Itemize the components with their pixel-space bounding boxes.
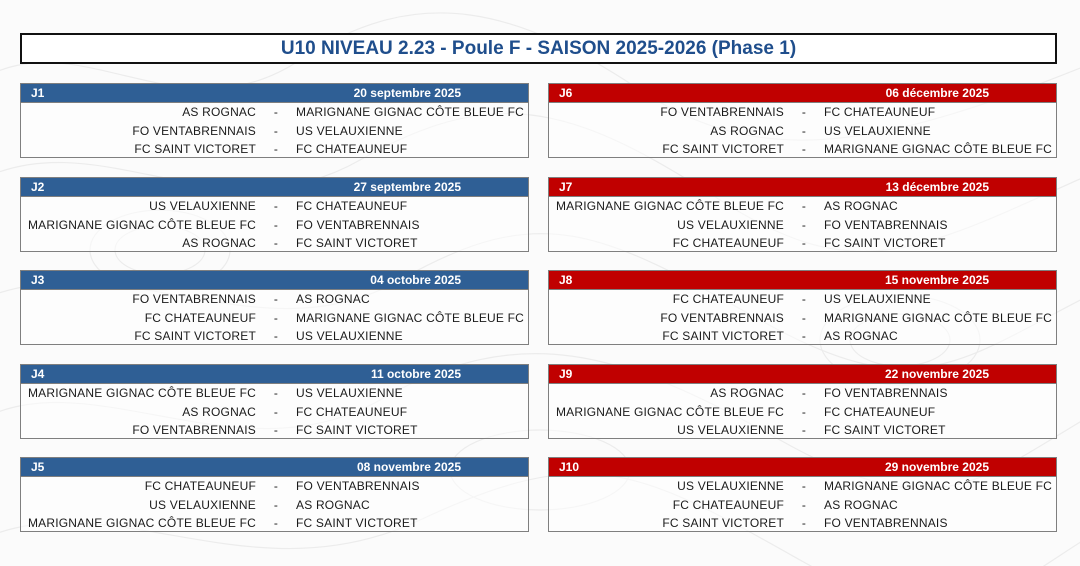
away-team: AS ROGNAC — [824, 497, 898, 512]
match-row — [549, 122, 1056, 141]
matchday-label: J7 — [559, 180, 573, 194]
matchday-block-j5 — [20, 457, 529, 532]
home-team: AS ROGNAC — [710, 123, 784, 138]
matchday-header — [21, 271, 528, 290]
away-team: MARIGNANE GIGNAC CÔTE BLEUE FC — [296, 310, 525, 325]
match-row — [21, 514, 528, 533]
matchday-label: J3 — [31, 273, 45, 287]
home-team: US VELAUXIENNE — [677, 423, 784, 438]
match-row — [549, 197, 1056, 216]
match-row — [21, 403, 528, 422]
match-separator: - — [801, 404, 807, 419]
match-separator: - — [801, 329, 807, 344]
home-team: FO VENTABRENNAIS — [132, 423, 256, 438]
matchday-date: 29 novembre 2025 — [884, 460, 989, 474]
matchday-header — [549, 271, 1056, 290]
match-separator: - — [801, 386, 807, 401]
match-row — [549, 327, 1056, 346]
away-team: MARIGNANE GIGNAC CÔTE BLEUE FC — [824, 310, 1053, 325]
home-team: FC CHATEAUNEUF — [672, 236, 784, 251]
match-row — [21, 216, 528, 235]
match-separator: - — [801, 105, 807, 120]
match-separator: - — [273, 217, 279, 232]
match-row — [549, 403, 1056, 422]
home-team: MARIGNANE GIGNAC CÔTE BLEUE FC — [555, 404, 784, 419]
match-separator: - — [273, 516, 279, 531]
match-row — [21, 327, 528, 346]
matchday-label: J4 — [31, 367, 45, 381]
match-separator: - — [801, 123, 807, 138]
matchday-header — [21, 365, 528, 384]
match-separator: - — [273, 105, 279, 120]
away-team: MARIGNANE GIGNAC CÔTE BLEUE FC — [824, 142, 1053, 157]
away-team: FC CHATEAUNEUF — [296, 404, 408, 419]
home-team: US VELAUXIENNE — [677, 217, 784, 232]
matchday-date: 20 septembre 2025 — [353, 86, 461, 100]
away-team: US VELAUXIENNE — [824, 123, 931, 138]
home-team: FO VENTABRENNAIS — [660, 105, 784, 120]
page-title-box — [20, 33, 1057, 64]
matchday-header — [549, 365, 1056, 384]
matchday-label: J1 — [31, 86, 45, 100]
match-row — [549, 234, 1056, 253]
match-separator: - — [273, 386, 279, 401]
home-team: FO VENTABRENNAIS — [132, 292, 256, 307]
match-row — [549, 496, 1056, 515]
away-team: AS ROGNAC — [824, 199, 898, 214]
match-row — [21, 122, 528, 141]
match-separator: - — [273, 479, 279, 494]
home-team: FO VENTABRENNAIS — [132, 123, 256, 138]
away-team: US VELAUXIENNE — [296, 329, 403, 344]
matchday-date: 22 novembre 2025 — [884, 367, 989, 381]
match-row — [21, 384, 528, 403]
match-separator: - — [801, 310, 807, 325]
match-separator: - — [273, 123, 279, 138]
matchday-block-j8 — [548, 270, 1057, 345]
matchday-label: J2 — [31, 180, 45, 194]
home-team: FC CHATEAUNEUF — [144, 310, 256, 325]
away-team: FO VENTABRENNAIS — [296, 479, 420, 494]
matchday-label: J9 — [559, 367, 573, 381]
match-row — [21, 421, 528, 440]
away-team: FO VENTABRENNAIS — [296, 217, 420, 232]
away-team: US VELAUXIENNE — [296, 386, 403, 401]
home-team: FC CHATEAUNEUF — [672, 292, 784, 307]
match-row — [21, 197, 528, 216]
match-separator: - — [273, 423, 279, 438]
match-row — [549, 309, 1056, 328]
match-row — [549, 103, 1056, 122]
matchday-header — [549, 178, 1056, 197]
match-separator: - — [801, 199, 807, 214]
matchday-block-j7 — [548, 177, 1057, 252]
matchday-header — [549, 458, 1056, 477]
match-row — [549, 290, 1056, 309]
away-team: MARIGNANE GIGNAC CÔTE BLEUE FC — [296, 105, 525, 120]
home-team: FC SAINT VICTORET — [134, 329, 256, 344]
match-separator: - — [801, 497, 807, 512]
away-team: FC SAINT VICTORET — [824, 236, 946, 251]
home-team: FC SAINT VICTORET — [662, 142, 784, 157]
home-team: MARIGNANE GIGNAC CÔTE BLEUE FC — [27, 217, 256, 232]
match-separator: - — [801, 292, 807, 307]
match-separator: - — [273, 497, 279, 512]
matchday-header — [21, 178, 528, 197]
matchday-block-j4 — [20, 364, 529, 439]
away-team: AS ROGNAC — [296, 292, 370, 307]
away-team: FC SAINT VICTORET — [824, 423, 946, 438]
matchday-block-j9 — [548, 364, 1057, 439]
away-team: FC CHATEAUNEUF — [824, 404, 936, 419]
away-team: US VELAUXIENNE — [824, 292, 931, 307]
match-separator: - — [273, 310, 279, 325]
match-separator: - — [801, 479, 807, 494]
match-row — [21, 290, 528, 309]
matchday-label: J6 — [559, 86, 573, 100]
match-row — [21, 477, 528, 496]
away-team: FC CHATEAUNEUF — [824, 105, 936, 120]
home-team: FO VENTABRENNAIS — [660, 310, 784, 325]
matchday-header — [21, 84, 528, 103]
home-team: FC SAINT VICTORET — [662, 329, 784, 344]
away-team: AS ROGNAC — [824, 329, 898, 344]
away-team: FO VENTABRENNAIS — [824, 386, 948, 401]
home-team: AS ROGNAC — [710, 386, 784, 401]
match-separator: - — [273, 142, 279, 157]
match-separator: - — [801, 516, 807, 531]
matchday-date: 11 octobre 2025 — [370, 367, 461, 381]
away-team: US VELAUXIENNE — [296, 123, 403, 138]
home-team: FC CHATEAUNEUF — [144, 479, 256, 494]
home-team: AS ROGNAC — [182, 105, 256, 120]
away-team: FC CHATEAUNEUF — [296, 142, 408, 157]
away-team: FC SAINT VICTORET — [296, 423, 418, 438]
away-team: MARIGNANE GIGNAC CÔTE BLEUE FC — [824, 479, 1053, 494]
matchday-date: 27 septembre 2025 — [353, 180, 461, 194]
matchday-block-j2 — [20, 177, 529, 252]
home-team: US VELAUXIENNE — [149, 497, 256, 512]
matchday-label: J10 — [559, 460, 580, 474]
matchday-header — [21, 458, 528, 477]
match-row — [549, 140, 1056, 159]
matchday-date: 04 octobre 2025 — [370, 273, 461, 287]
home-team: FC CHATEAUNEUF — [672, 497, 784, 512]
home-team: US VELAUXIENNE — [149, 199, 256, 214]
matchday-label: J8 — [559, 273, 573, 287]
home-team: AS ROGNAC — [182, 404, 256, 419]
home-team: MARIGNANE GIGNAC CÔTE BLEUE FC — [27, 516, 256, 531]
matchday-header — [549, 84, 1056, 103]
match-row — [549, 477, 1056, 496]
home-team: MARIGNANE GIGNAC CÔTE BLEUE FC — [27, 386, 256, 401]
matchday-block-j10 — [548, 457, 1057, 532]
home-team: FC SAINT VICTORET — [662, 516, 784, 531]
home-team: MARIGNANE GIGNAC CÔTE BLEUE FC — [555, 199, 784, 214]
away-team: FO VENTABRENNAIS — [824, 217, 948, 232]
matchday-block-j1 — [20, 83, 529, 158]
match-separator: - — [273, 199, 279, 214]
match-separator: - — [273, 236, 279, 251]
match-row — [21, 103, 528, 122]
home-team: US VELAUXIENNE — [677, 479, 784, 494]
match-row — [549, 216, 1056, 235]
away-team: AS ROGNAC — [296, 497, 370, 512]
away-team: FC SAINT VICTORET — [296, 516, 418, 531]
matchday-block-j3 — [20, 270, 529, 345]
matchday-date: 15 novembre 2025 — [884, 273, 989, 287]
match-separator: - — [801, 236, 807, 251]
match-row — [21, 140, 528, 159]
match-separator: - — [273, 292, 279, 307]
away-team: FO VENTABRENNAIS — [824, 516, 948, 531]
matchday-date: 13 décembre 2025 — [885, 180, 989, 194]
matchday-block-j6 — [548, 83, 1057, 158]
match-separator: - — [801, 217, 807, 232]
matchday-date: 06 décembre 2025 — [885, 86, 989, 100]
home-team: FC SAINT VICTORET — [134, 142, 256, 157]
match-row — [549, 384, 1056, 403]
home-team: AS ROGNAC — [182, 236, 256, 251]
match-row — [21, 309, 528, 328]
matchday-label: J5 — [31, 460, 45, 474]
match-separator: - — [801, 142, 807, 157]
match-separator: - — [273, 404, 279, 419]
matchday-date: 08 novembre 2025 — [356, 460, 461, 474]
match-separator: - — [273, 329, 279, 344]
page-title: U10 NIVEAU 2.23 - Poule F - SAISON 2025-2026 (Phase 1) — [280, 37, 797, 59]
match-separator: - — [801, 423, 807, 438]
match-row — [21, 234, 528, 253]
match-row — [549, 421, 1056, 440]
match-row — [549, 514, 1056, 533]
away-team: FC CHATEAUNEUF — [296, 199, 408, 214]
away-team: FC SAINT VICTORET — [296, 236, 418, 251]
match-row — [21, 496, 528, 515]
